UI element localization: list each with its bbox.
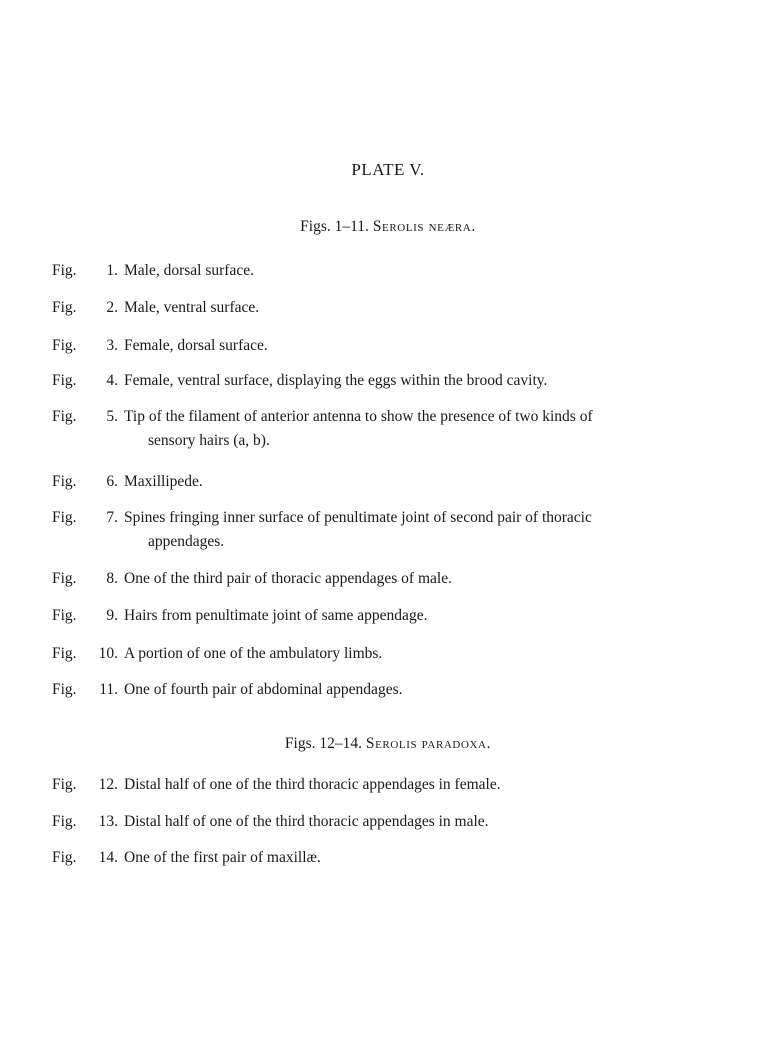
fig-label: Fig. xyxy=(52,681,77,698)
fig-description-continued: sensory hairs (a, b). xyxy=(148,432,270,449)
fig-prefix xyxy=(52,405,124,429)
fig-number: 2. xyxy=(106,299,118,316)
figure-entry-11 xyxy=(52,678,732,702)
fig-description: One of the first pair of maxillæ. xyxy=(124,849,321,866)
fig-label: Fig. xyxy=(52,509,77,526)
section-heading-serolis-paradoxa xyxy=(0,735,776,753)
figure-entry-10 xyxy=(52,642,732,666)
fig-body xyxy=(124,506,732,554)
fig-number: 6. xyxy=(106,473,118,490)
fig-label: Fig. xyxy=(52,262,77,279)
fig-description: Tip of the filament of anterior antenna to show the presence of two kinds of xyxy=(124,408,593,425)
fig-number: 10. xyxy=(98,645,118,662)
fig-label: Fig. xyxy=(52,570,77,587)
fig-number: 11. xyxy=(99,681,118,698)
fig-label: Fig. xyxy=(52,337,77,354)
fig-number: 3. xyxy=(106,337,118,354)
fig-description: Female, ventral surface, displaying the eggs within the brood cavity. xyxy=(124,372,548,389)
fig-number: 12. xyxy=(98,776,118,793)
section-heading-species: Serolis neæra. xyxy=(372,218,476,235)
fig-label: Fig. xyxy=(52,408,77,425)
fig-description: One of fourth pair of abdominal appendages. xyxy=(124,681,403,698)
fig-body xyxy=(124,405,732,453)
fig-label: Fig. xyxy=(52,372,77,389)
fig-label: Fig. xyxy=(52,645,77,662)
figure-entry-8 xyxy=(52,567,732,591)
fig-number: 7. xyxy=(106,509,118,526)
fig-description: A portion of one of the ambulatory limbs. xyxy=(124,645,383,662)
fig-number: 14. xyxy=(98,849,118,866)
figure-entry-14 xyxy=(52,846,732,870)
fig-number: 4. xyxy=(106,372,118,389)
figure-entry-2 xyxy=(52,296,732,320)
section-heading-figs-range: Figs. 12–14. xyxy=(284,735,363,752)
fig-number: 9. xyxy=(106,607,118,624)
fig-prefix xyxy=(52,506,124,530)
fig-description: One of the third pair of thoracic appendages of male. xyxy=(124,570,452,587)
fig-label: Fig. xyxy=(52,776,77,793)
fig-number: 8. xyxy=(106,570,118,587)
fig-label: Fig. xyxy=(52,849,77,866)
figure-entry-1 xyxy=(52,259,732,283)
figure-entry-5 xyxy=(52,405,732,453)
fig-number: 13. xyxy=(98,813,118,830)
fig-label: Fig. xyxy=(52,607,77,624)
fig-description: Female, dorsal surface. xyxy=(124,337,268,354)
section-heading-figs-range: Figs. 1–11. xyxy=(300,218,369,235)
fig-number: 1. xyxy=(106,262,118,279)
fig-description: Spines fringing inner surface of penultimate joint of second pair of thoracic xyxy=(124,509,592,526)
figure-entry-7 xyxy=(52,506,732,554)
figure-entry-3 xyxy=(52,334,732,358)
figure-entry-12 xyxy=(52,773,732,797)
fig-label: Fig. xyxy=(52,299,77,316)
section-heading-serolis-neaera xyxy=(0,218,776,236)
fig-label: Fig. xyxy=(52,473,77,490)
plate-title: PLATE V. xyxy=(351,160,425,179)
fig-description: Male, dorsal surface. xyxy=(124,262,254,279)
section-heading-species: Serolis paradoxa. xyxy=(365,735,492,752)
fig-label: Fig. xyxy=(52,813,77,830)
figure-entry-13 xyxy=(52,810,732,834)
figure-entry-9 xyxy=(52,604,732,628)
figure-entry-4 xyxy=(52,369,732,393)
fig-description: Maxillipede. xyxy=(124,473,203,490)
fig-description: Distal half of one of the third thoracic appendages in male. xyxy=(124,813,489,830)
fig-description: Distal half of one of the third thoracic appendages in female. xyxy=(124,776,501,793)
fig-description-continued: appendages. xyxy=(148,533,225,550)
fig-description: Hairs from penultimate joint of same appendage. xyxy=(124,607,428,624)
fig-number: 5. xyxy=(106,408,118,425)
figure-entry-6 xyxy=(52,470,732,494)
fig-description: Male, ventral surface. xyxy=(124,299,260,316)
